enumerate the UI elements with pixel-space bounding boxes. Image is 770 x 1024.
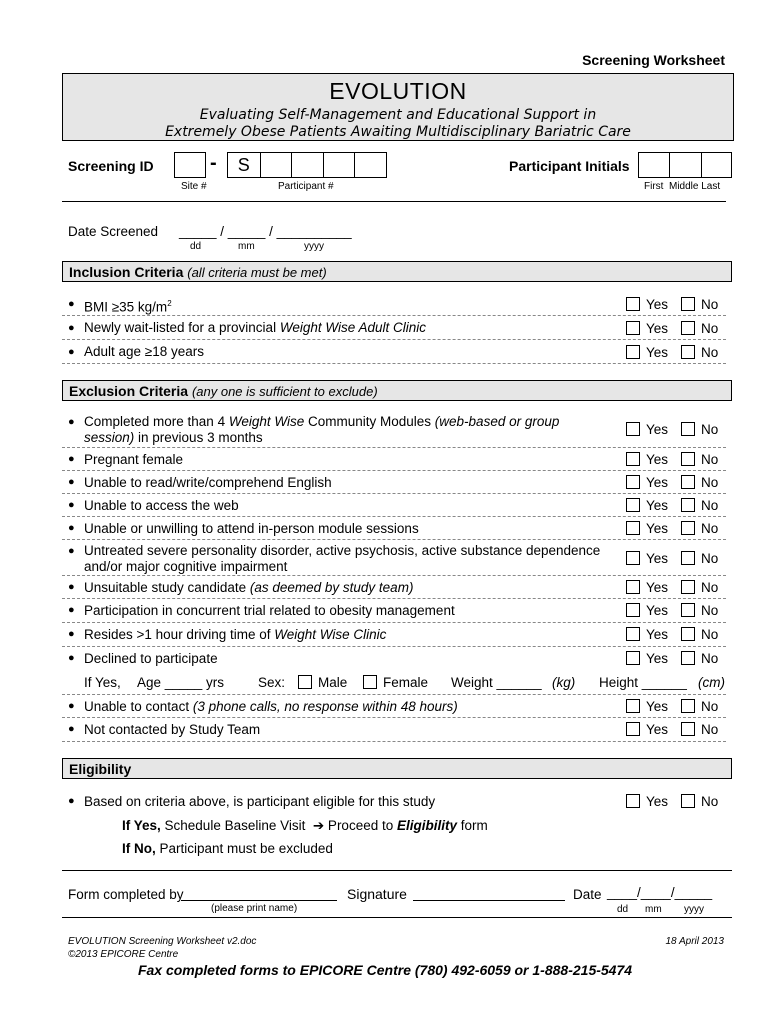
initials-label: Participant Initials xyxy=(509,158,630,174)
criteria-row: ● Declined to participate Yes No xyxy=(62,647,726,671)
yes-no-group xyxy=(626,297,722,313)
signature-label: Signature xyxy=(347,886,407,902)
no-checkbox[interactable] xyxy=(681,498,695,512)
no-option[interactable] xyxy=(681,321,718,336)
yes-no-group xyxy=(626,603,722,619)
no-label: No xyxy=(701,498,719,513)
male-option[interactable] xyxy=(298,675,347,690)
yes-no-group xyxy=(626,521,722,537)
yes-checkbox[interactable] xyxy=(626,603,640,617)
completed-by-line[interactable] xyxy=(181,900,337,901)
if-yes-text: Schedule Baseline Visit ➔ Proceed to xyxy=(160,818,397,833)
no-label: No xyxy=(701,699,719,714)
no-checkbox[interactable] xyxy=(681,345,695,359)
yes-no-group xyxy=(626,651,722,667)
yes-no-group xyxy=(626,345,722,361)
criteria-text: Unable to contact xyxy=(84,699,193,714)
no-option[interactable] xyxy=(681,627,718,642)
no-checkbox[interactable] xyxy=(681,794,695,808)
criteria-text: Adult age ≥18 years xyxy=(84,344,204,359)
signoff-date-field[interactable]: ____/____/_____ xyxy=(607,885,713,900)
inclusion-header xyxy=(62,261,732,282)
superscript: 2 xyxy=(167,299,172,308)
no-checkbox[interactable] xyxy=(681,422,695,436)
yes-label: Yes xyxy=(646,452,669,467)
initials-boxes[interactable] xyxy=(638,152,732,178)
inclusion-note: (all criteria must be met) xyxy=(187,265,327,280)
if-yes-label: If Yes, xyxy=(84,675,121,690)
criteria-text: Declined to participate xyxy=(84,651,218,666)
no-option[interactable] xyxy=(681,345,718,360)
criteria-text: in previous 3 months xyxy=(134,430,263,445)
yyyy-label: yyyy xyxy=(684,904,704,915)
criteria-text: Unsuitable study candidate xyxy=(84,580,250,595)
criteria-text: Unable or unwilling to attend in-person module sessions xyxy=(84,521,419,536)
yes-no-group xyxy=(626,627,722,643)
date-screened-field[interactable]: _____ / _____ / __________ xyxy=(179,224,352,239)
exclusion-title: Exclusion Criteria xyxy=(69,383,189,399)
yes-option[interactable] xyxy=(626,475,668,490)
weight-field[interactable]: Weight ______ xyxy=(451,675,542,690)
yes-option[interactable] xyxy=(626,321,668,336)
no-label: No xyxy=(701,651,719,666)
criteria-row: ● Unable to access the web Yes No xyxy=(62,494,726,517)
initial-middle-box[interactable] xyxy=(670,153,701,177)
fax-instructions: Fax completed forms to EPICORE Centre (780) 492-6059 or 1-888-215-5474 xyxy=(137,962,633,978)
divider xyxy=(62,201,726,202)
criteria-emphasis: Weight Wise xyxy=(228,414,305,429)
yes-label: Yes xyxy=(646,345,669,360)
if-no-instruction xyxy=(122,841,333,856)
print-name-note: (please print name) xyxy=(211,903,298,914)
dd-label: dd xyxy=(190,241,202,252)
yes-checkbox[interactable] xyxy=(626,794,640,808)
yes-checkbox[interactable] xyxy=(626,297,640,311)
yes-no-group xyxy=(626,794,722,810)
participant-sublabel: Participant # xyxy=(278,181,334,192)
no-checkbox[interactable] xyxy=(681,627,695,641)
eligibility-form-name: Eligibility xyxy=(396,818,457,833)
criteria-row: ● Unsuitable study candidate (as deemed by study team) Yes No xyxy=(62,576,726,599)
yes-no-group xyxy=(626,498,722,514)
no-label: No xyxy=(701,452,719,467)
criteria-row: ● Unable to contact (3 phone calls, no response within 48 hours) Yes No xyxy=(62,695,726,718)
no-option[interactable] xyxy=(681,521,718,536)
study-subtitle-line1: Evaluating Self-Management and Educational Support in xyxy=(199,107,597,123)
exclusion-note: (any one is sufficient to exclude) xyxy=(191,384,378,399)
participant-digit-box[interactable] xyxy=(355,153,386,177)
declined-details-row xyxy=(62,671,726,695)
criteria-emphasis: (3 phone calls, no response within 48 hours) xyxy=(192,699,458,714)
no-checkbox[interactable] xyxy=(681,651,695,665)
participant-digit-box[interactable] xyxy=(292,153,324,177)
eligibility-title: Eligibility xyxy=(69,761,132,777)
yes-option[interactable] xyxy=(626,580,668,595)
no-option[interactable] xyxy=(681,551,718,566)
criteria-emphasis: (as deemed by study team) xyxy=(249,580,414,595)
criteria-row: ● Unable to read/write/comprehend English Yes No xyxy=(62,471,726,494)
criteria-row: ● Not contacted by Study Team Yes No xyxy=(62,718,726,742)
initials-sublabel: First Middle Last xyxy=(644,181,721,192)
criteria-text: Completed more than 4 xyxy=(84,414,229,429)
criteria-text: Resides >1 hour driving time of xyxy=(84,627,275,642)
no-option[interactable] xyxy=(681,722,718,737)
criteria-row: ● BMI ≥35 $kg/m^2$ Yes No xyxy=(62,292,726,316)
dd-label: dd xyxy=(617,904,629,915)
no-label: No xyxy=(701,297,719,312)
study-subtitle-line2: Extremely Obese Patients Awaiting Multidisciplinary Bariatric Care xyxy=(165,124,631,140)
criteria-row: ● Pregnant female Yes No xyxy=(62,448,726,471)
criteria-text: Community Modules xyxy=(304,414,435,429)
yes-label: Yes xyxy=(646,475,669,490)
yes-no-group xyxy=(626,699,722,715)
criteria-emphasis: Weight Wise Clinic xyxy=(274,627,387,642)
female-checkbox[interactable] xyxy=(363,675,377,689)
participant-digit-box[interactable] xyxy=(261,153,293,177)
criteria-emphasis: session) xyxy=(84,430,135,445)
no-checkbox[interactable] xyxy=(681,603,695,617)
no-checkbox[interactable] xyxy=(681,699,695,713)
site-number-box[interactable] xyxy=(174,152,206,178)
yes-checkbox[interactable] xyxy=(626,521,640,535)
yes-checkbox[interactable] xyxy=(626,498,640,512)
male-label: Male xyxy=(318,675,348,690)
yes-label: Yes xyxy=(646,794,669,809)
no-label: No xyxy=(701,551,719,566)
criteria-text: Pregnant female xyxy=(84,452,184,467)
no-checkbox[interactable] xyxy=(681,321,695,335)
yes-no-group xyxy=(626,422,722,438)
no-checkbox[interactable] xyxy=(681,297,695,311)
no-option[interactable] xyxy=(681,297,718,312)
yes-option[interactable] xyxy=(626,452,668,467)
if-yes-bold: If Yes, xyxy=(122,818,161,833)
yes-label: Yes xyxy=(646,521,669,536)
if-yes-instruction xyxy=(122,818,488,834)
criteria-row: ● Completed more than 4 Weight Wise Community Modules (web-based or group session) in previous 3 months Yes No xyxy=(62,410,726,448)
criteria-row: ● Adult age ≥18 years Yes No xyxy=(62,340,726,364)
criteria-row: ● Untreated severe personality disorder, active psychosis, active substance dependence and/or major cognitive impairment Yes No xyxy=(62,540,726,576)
yes-no-group xyxy=(626,452,722,468)
no-label: No xyxy=(701,722,719,737)
completed-by-label: Form completed by xyxy=(68,887,184,902)
participant-digit-box[interactable] xyxy=(324,153,356,177)
no-label: No xyxy=(701,521,719,536)
criteria-text: Not contacted by Study Team xyxy=(84,722,261,737)
no-label: No xyxy=(701,627,719,642)
doc-date: 18 April 2013 xyxy=(665,936,724,947)
yes-option[interactable] xyxy=(626,794,668,809)
eligibility-question: Based on criteria above, is participant eligible for this study xyxy=(84,794,436,809)
yes-option[interactable] xyxy=(626,521,668,536)
screening-id-label: Screening ID xyxy=(68,158,154,174)
yes-label: Yes xyxy=(646,651,669,666)
yes-option[interactable] xyxy=(626,651,668,666)
date-label: Date xyxy=(573,887,602,902)
initial-first-box[interactable] xyxy=(639,153,670,177)
yes-label: Yes xyxy=(646,498,669,513)
yes-checkbox[interactable] xyxy=(626,452,640,466)
site-sublabel: Site # xyxy=(181,181,207,192)
yes-label: Yes xyxy=(646,422,669,437)
yes-no-group xyxy=(626,475,722,491)
inclusion-title: Inclusion Criteria xyxy=(69,264,184,280)
yes-option[interactable] xyxy=(626,551,668,566)
exclusion-header xyxy=(62,380,732,401)
height-field[interactable]: Height ______ xyxy=(599,675,687,690)
no-option[interactable] xyxy=(681,580,718,595)
worksheet-label: Screening Worksheet xyxy=(582,52,725,68)
yes-no-group xyxy=(626,580,722,596)
criteria-text: Unable to access the web xyxy=(84,498,239,513)
no-checkbox[interactable] xyxy=(681,551,695,565)
yes-label: Yes xyxy=(646,297,669,312)
yes-checkbox[interactable] xyxy=(626,345,640,359)
yes-checkbox[interactable] xyxy=(626,699,640,713)
yes-checkbox[interactable] xyxy=(626,551,640,565)
sex-label: Sex: xyxy=(258,675,286,690)
female-option[interactable] xyxy=(363,675,428,690)
no-option[interactable] xyxy=(681,699,718,714)
no-label: No xyxy=(701,603,719,618)
no-option[interactable] xyxy=(681,794,718,809)
yes-label: Yes xyxy=(646,603,669,618)
no-checkbox[interactable] xyxy=(681,580,695,594)
yes-label: Yes xyxy=(646,551,669,566)
eligibility-header xyxy=(62,758,732,779)
if-no-bold: If No, xyxy=(122,841,156,856)
criteria-emphasis: (web-based or group xyxy=(434,414,560,429)
yes-label: Yes xyxy=(646,699,669,714)
criteria-row: ● Resides >1 hour driving time of Weight Wise Clinic Yes No xyxy=(62,623,726,647)
date-screened-label: Date Screened xyxy=(68,224,159,239)
yes-label: Yes xyxy=(646,627,669,642)
no-option[interactable] xyxy=(681,603,718,618)
yes-option[interactable] xyxy=(626,498,668,513)
signature-line[interactable] xyxy=(413,900,565,901)
yes-option[interactable] xyxy=(626,422,668,437)
mm-label: mm xyxy=(238,241,255,252)
eligibility-row: ● Based on criteria above, is participant eligible for this study Yes No xyxy=(62,790,726,814)
no-option[interactable] xyxy=(681,475,718,490)
male-checkbox[interactable] xyxy=(298,675,312,689)
criteria-text: BMI ≥35 kg/m xyxy=(84,299,168,315)
yes-checkbox[interactable] xyxy=(626,722,640,736)
no-option[interactable] xyxy=(681,651,718,666)
no-label: No xyxy=(701,321,719,336)
kg-unit: (kg) xyxy=(552,675,576,690)
criteria-row: ● Participation in concurrent trial related to obesity management Yes No xyxy=(62,599,726,623)
yes-no-group xyxy=(626,722,722,738)
yes-label: Yes xyxy=(646,580,669,595)
criteria-text: Untreated severe personality disorder, active psychosis, active substance dependence xyxy=(84,543,601,558)
criteria-text: Newly wait-listed for a provincial xyxy=(84,320,280,335)
if-yes-post: form xyxy=(457,818,488,833)
initial-last-box[interactable] xyxy=(702,153,731,177)
yes-checkbox[interactable] xyxy=(626,475,640,489)
yes-label: Yes xyxy=(646,722,669,737)
yes-no-group xyxy=(626,321,722,337)
no-checkbox[interactable] xyxy=(681,521,695,535)
no-option[interactable] xyxy=(681,452,718,467)
cm-unit: (cm) xyxy=(698,675,725,690)
criteria-text: and/or major cognitive impairment xyxy=(84,559,288,574)
no-checkbox[interactable] xyxy=(681,722,695,736)
female-label: Female xyxy=(383,675,429,690)
no-checkbox[interactable] xyxy=(681,452,695,466)
yes-option[interactable] xyxy=(626,603,668,618)
yes-option[interactable] xyxy=(626,722,668,737)
yes-no-group xyxy=(626,551,722,567)
yes-option[interactable] xyxy=(626,345,668,360)
yes-label: Yes xyxy=(646,321,669,336)
criteria-emphasis: Weight Wise Adult Clinic xyxy=(279,320,427,335)
mm-label: mm xyxy=(645,904,662,915)
yes-option[interactable] xyxy=(626,297,668,312)
no-label: No xyxy=(701,475,719,490)
participant-number-boxes[interactable] xyxy=(227,152,387,178)
yes-checkbox[interactable] xyxy=(626,627,640,641)
no-checkbox[interactable] xyxy=(681,475,695,489)
criteria-row: ● Unable or unwilling to attend in-person module sessions Yes No xyxy=(62,517,726,540)
yes-option[interactable] xyxy=(626,627,668,642)
criteria-row: ● Newly wait-listed for a provincial Weight Wise Adult Clinic Yes No xyxy=(62,316,726,340)
no-label: No xyxy=(701,580,719,595)
yes-checkbox[interactable] xyxy=(626,580,640,594)
criteria-text: Participation in concurrent trial related to obesity management xyxy=(84,603,455,618)
no-label: No xyxy=(701,422,719,437)
if-no-text: Participant must be excluded xyxy=(155,841,333,856)
age-field[interactable]: Age _____ yrs xyxy=(137,675,225,690)
copyright: ©2013 EPICORE Centre xyxy=(68,949,179,960)
yes-checkbox[interactable] xyxy=(626,651,640,665)
participant-prefix: S xyxy=(228,153,261,177)
title-box xyxy=(62,73,734,141)
no-option[interactable] xyxy=(681,498,718,513)
study-title: EVOLUTION xyxy=(329,78,467,104)
yes-option[interactable] xyxy=(626,699,668,714)
yyyy-label: yyyy xyxy=(304,241,324,252)
criteria-text: Unable to read/write/comprehend English xyxy=(84,475,332,490)
yes-checkbox[interactable] xyxy=(626,321,640,335)
id-dash: - xyxy=(210,152,217,174)
no-option[interactable] xyxy=(681,422,718,437)
yes-checkbox[interactable] xyxy=(626,422,640,436)
no-label: No xyxy=(701,794,719,809)
doc-filename: EVOLUTION Screening Worksheet v2.doc xyxy=(68,936,257,947)
no-label: No xyxy=(701,345,719,360)
